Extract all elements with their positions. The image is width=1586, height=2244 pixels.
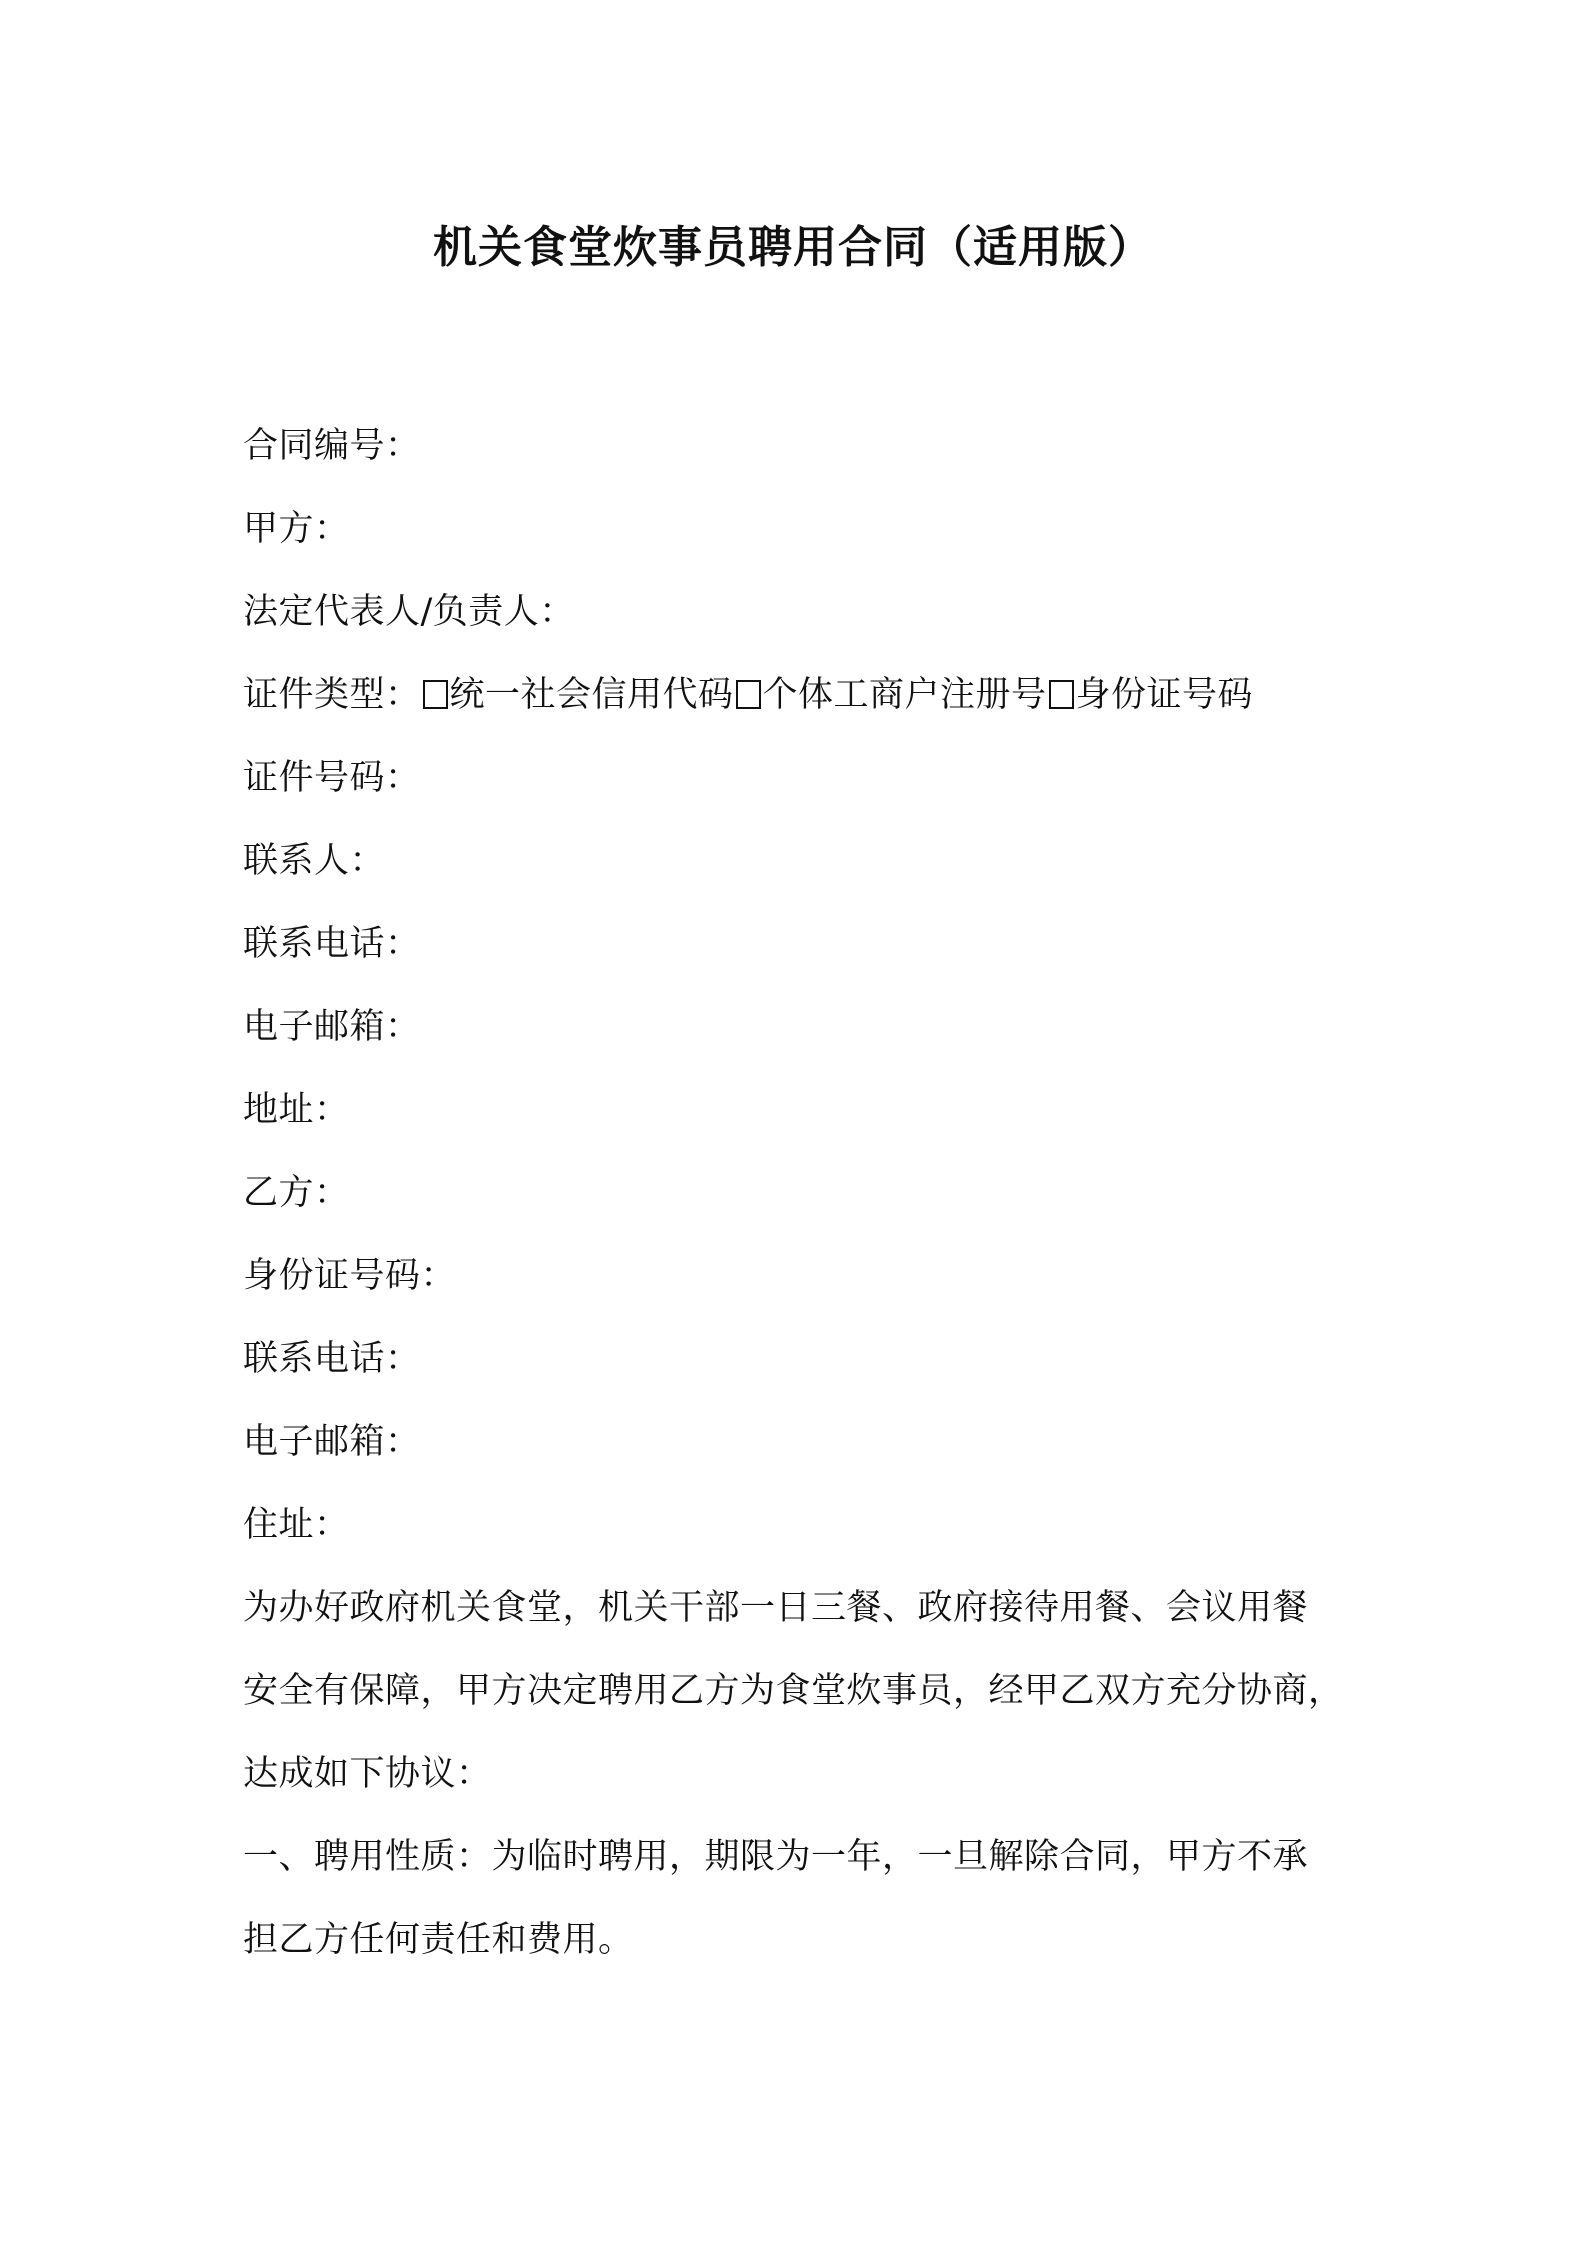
checkbox-id-card-no[interactable] [1049,680,1074,709]
option-id-card-no: 身份证号码 [1075,675,1254,715]
field-address-b: 住址： [243,1505,350,1545]
field-id-no: 证件号码： [243,758,421,798]
document-body [243,405,1363,1982]
field-phone-b: 联系电话： [243,1339,421,1379]
field-address-a: 地址： [243,1090,350,1130]
field-id-card-b: 身份证号码： [243,1256,457,1296]
intro-line: 为办好政府机关食堂，机关干部一日三餐、政府接待用餐、会议用餐 [243,1588,1309,1628]
field-contract-no: 合同编号： [243,426,421,466]
document-title: 机关食堂炊事员聘用合同（适用版） [433,222,1153,273]
field-legal-representative: 法定代表人/负责人： [243,592,575,632]
field-phone-a: 联系电话： [243,924,421,964]
intro-line: 达成如下协议： [243,1754,492,1794]
field-party-b: 乙方： [243,1173,350,1213]
intro-line: 安全有保障，甲方决定聘用乙方为食堂炊事员，经甲乙双方充分协商， [243,1671,1344,1711]
option-credit-code: 统一社会信用代码 [449,675,734,715]
checkbox-credit-code[interactable] [423,680,448,709]
clause-1-line: 担乙方任何责任和费用。 [243,1920,634,1960]
clause-1-line: 一、聘用性质：为临时聘用，期限为一年，一旦解除合同，甲方不承 [243,1837,1309,1877]
field-id-type [243,654,1363,737]
option-business-reg-no: 个体工商户注册号 [762,675,1047,715]
field-email-a: 电子邮箱： [243,1007,421,1047]
checkbox-business-reg-no[interactable] [736,680,761,709]
id-type-label: 证件类型： [243,675,421,715]
field-email-b: 电子邮箱： [243,1422,421,1462]
field-party-a: 甲方： [243,509,350,549]
field-contact-person: 联系人： [243,841,386,881]
